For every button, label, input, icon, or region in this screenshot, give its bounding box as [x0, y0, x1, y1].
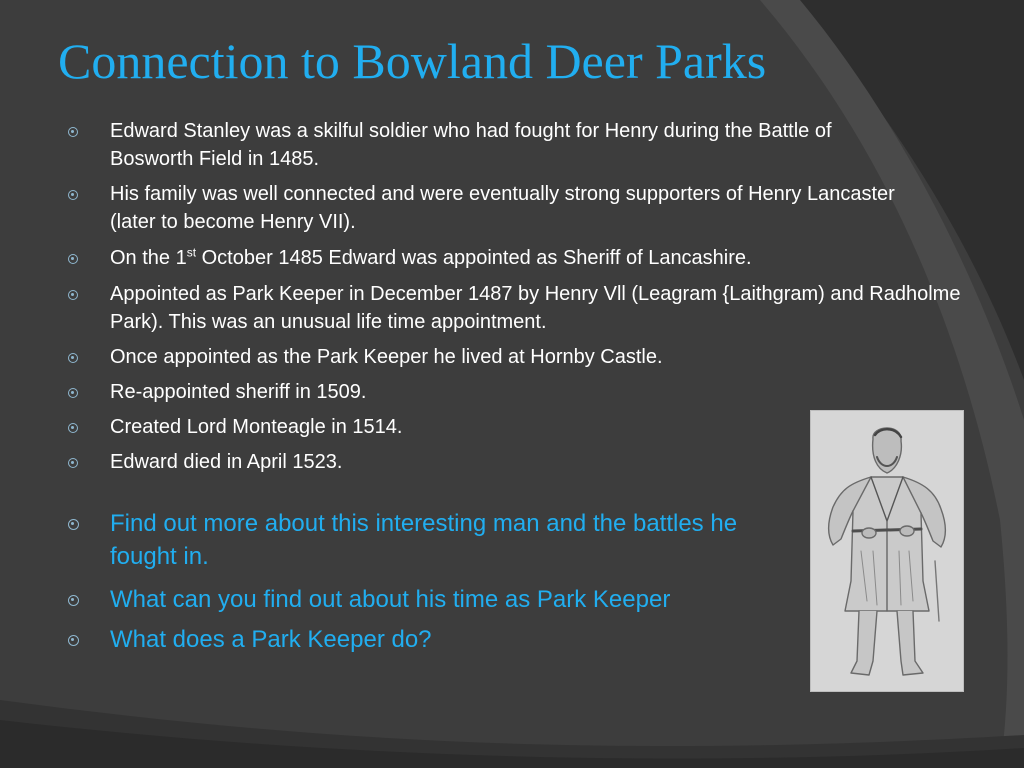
page-title: Connection to Bowland Deer Parks — [58, 33, 767, 89]
bullet-marker-icon — [68, 353, 78, 363]
list-item: Re-appointed sheriff in 1509. — [110, 378, 710, 406]
list-item: Edward Stanley was a skilful soldier who had fought for Henry during the Battle of Bosworth Field in 1485. — [110, 117, 920, 173]
list-item: Edward died in April 1523. — [110, 448, 710, 476]
list-item: Created Lord Monteagle in 1514. — [110, 413, 710, 441]
question-item: Find out more about this interesting man and the battles he fought in. — [110, 507, 750, 573]
list-item: Once appointed as the Park Keeper he lived at Hornby Castle. — [110, 343, 910, 371]
question-item: What can you find out about his time as Park Keeper — [110, 583, 800, 616]
bullet-marker-icon — [68, 290, 78, 300]
bullet-marker-icon — [68, 388, 78, 398]
portrait-sketch-image — [810, 410, 964, 692]
bullet-marker-icon — [68, 458, 78, 468]
man-figure-icon — [811, 411, 963, 691]
list-item: Appointed as Park Keeper in December 1487 by Henry Vll (Leagram {Laithgram) and Radholme Park). This was an unusual life time appointment. — [110, 280, 990, 336]
bullet-marker-icon — [68, 635, 79, 646]
list-item: His family was well connected and were eventually strong supporters of Henry Lancaster (later to become Henry VII). — [110, 180, 910, 236]
bullet-marker-icon — [68, 423, 78, 433]
bullet-marker-icon — [68, 127, 78, 137]
bullet-marker-icon — [68, 190, 78, 200]
bullet-marker-icon — [68, 519, 79, 530]
question-item: What does a Park Keeper do? — [110, 623, 800, 656]
bullet-marker-icon — [68, 595, 79, 606]
list-item: On the 1st October 1485 Edward was appointed as Sheriff of Lancashire. — [110, 244, 990, 272]
bullet-marker-icon — [68, 254, 78, 264]
